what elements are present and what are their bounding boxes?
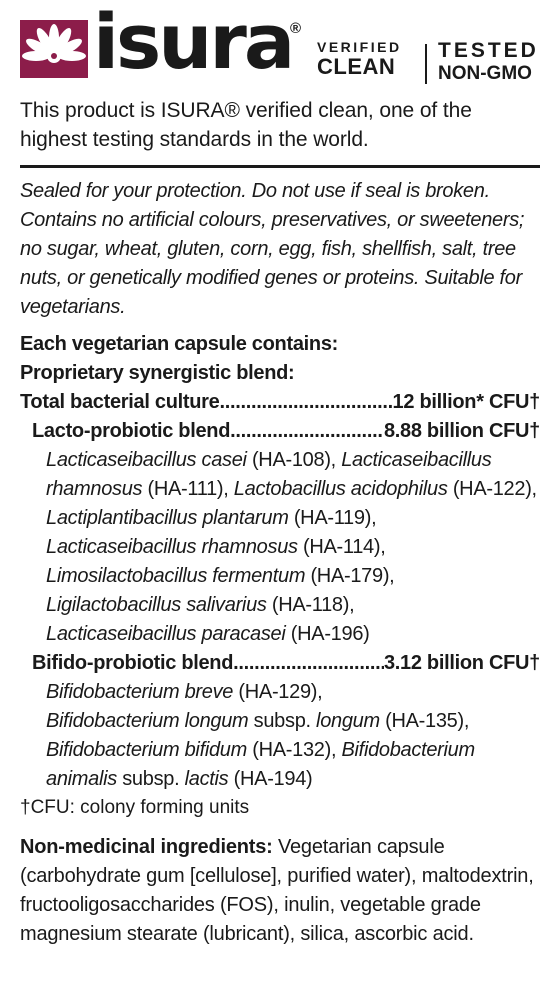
non-medicinal-text: Vegetarian capsule (carbohydrate gum [cellulose], purified water), maltodextrin, fructooligosaccharides (FOS), inulin, vegetable grade magnesium stearate (lubricant), silica, ascorbic acid. <box>20 836 534 945</box>
strain-name: rhamnosus <box>46 478 143 500</box>
non-medicinal-ingredients <box>20 833 540 949</box>
strain-line <box>46 562 540 591</box>
strain-code: (HA-132), <box>246 739 342 761</box>
strain-name: Lacticaseibacillus casei <box>46 449 247 471</box>
tested-non-gmo-badge <box>438 40 539 83</box>
leader-dots <box>233 649 384 678</box>
strain-code: (HA-108), <box>246 449 342 471</box>
proprietary-blend-heading: Proprietary synergistic blend: <box>20 362 295 384</box>
leader-dots <box>230 417 384 446</box>
brand-wordmark: isura <box>93 0 293 86</box>
strain-line <box>46 446 540 475</box>
strain-name: Bifidobacterium breve <box>46 681 234 703</box>
brand-header <box>20 0 540 90</box>
strain-name: Lactiplantibacillus plantarum <box>46 507 289 529</box>
strain-name: Ligilactobacillus salivarius <box>46 594 267 616</box>
strain-code: (HA-111), <box>142 478 234 500</box>
verified-clean-badge <box>317 40 402 78</box>
strain-name: Lacticaseibacillus paracasei <box>46 623 286 645</box>
strain-code: (HA-196) <box>285 623 370 645</box>
blend-table <box>20 388 540 794</box>
strain-line <box>46 620 540 649</box>
bifido-strain-list <box>20 678 540 794</box>
strain-line <box>46 475 540 504</box>
non-gmo-text: NON-GMO <box>438 63 532 84</box>
total-culture-label: Total bacterial culture <box>20 391 220 413</box>
lacto-blend-row <box>20 417 540 446</box>
registered-mark: ® <box>290 20 302 37</box>
non-medicinal-label: Non-medicinal ingredients: <box>20 836 273 858</box>
badge-divider <box>425 44 427 84</box>
total-culture-value: 12 billion* CFU† <box>392 391 540 413</box>
clean-text: CLEAN <box>317 54 396 79</box>
strain-code: (HA-179), <box>305 565 395 587</box>
bifido-blend-value: 3.12 billion CFU† <box>383 652 540 674</box>
strain-code: (HA-119), <box>288 507 377 529</box>
bifido-blend-label: Bifido-probiotic blend <box>32 652 234 674</box>
strain-code: (HA-122), <box>447 478 537 500</box>
verified-text: VERIFIED <box>317 39 402 55</box>
verified-statement: This product is ISURA® verified clean, one of the highest testing standards in the world. <box>20 99 472 151</box>
strain-code: subsp. <box>248 710 317 732</box>
strain-code: (HA-135), <box>379 710 470 732</box>
each-capsule-heading: Each vegetarian capsule contains: <box>20 333 339 355</box>
bifido-blend-row <box>20 649 540 678</box>
strain-name: Bifidobacterium longum <box>46 710 249 732</box>
cfu-footnote: †CFU: colony forming units <box>20 797 250 818</box>
strain-line <box>46 707 540 736</box>
strain-line <box>46 678 540 707</box>
strain-line <box>46 736 540 765</box>
strain-code: subsp. <box>116 768 185 790</box>
strain-name: lactis <box>184 768 229 790</box>
flower-logo-icon <box>20 20 88 78</box>
label-panel <box>20 0 540 949</box>
lacto-strain-list <box>20 446 540 649</box>
strain-name: longum <box>316 710 380 732</box>
strain-code: (HA-118), <box>266 594 355 616</box>
strain-code: (HA-194) <box>228 768 313 790</box>
strain-code: (HA-129), <box>233 681 323 703</box>
leader-dots <box>219 388 392 417</box>
tested-text: TESTED <box>438 39 539 62</box>
strain-line <box>46 591 540 620</box>
strain-line <box>46 533 540 562</box>
strain-name: Limosilactobacillus fermentum <box>46 565 306 587</box>
strain-name: Lacticaseibacillus rhamnosus <box>46 536 298 558</box>
strain-name: animalis <box>46 768 117 790</box>
lacto-blend-label: Lacto-probiotic blend <box>32 420 231 442</box>
strain-name: Bifidobacterium bifidum <box>46 739 247 761</box>
strain-line <box>46 765 540 794</box>
total-culture-row <box>20 388 540 417</box>
ingredient-headings <box>20 330 540 388</box>
lacto-blend-value: 8.88 billion CFU† <box>383 420 540 442</box>
strain-code: (HA-114), <box>297 536 386 558</box>
strain-line <box>46 504 540 533</box>
strain-name: Lactobacillus acidophilus <box>233 478 448 500</box>
seal-warning-text: Sealed for your protection. Do not use if seal is broken. Contains no artificial colours, preservatives, or sweeteners; no sugar, wheat, gluten, corn, egg, fish, shellfish, salt, tree nuts, or genetically modified genes or proteins. Suitable for vegetarians. <box>20 180 525 318</box>
strain-name: Lacticaseibacillus <box>341 449 492 471</box>
strain-name: Bifidobacterium <box>341 739 475 761</box>
section-divider <box>20 165 540 168</box>
